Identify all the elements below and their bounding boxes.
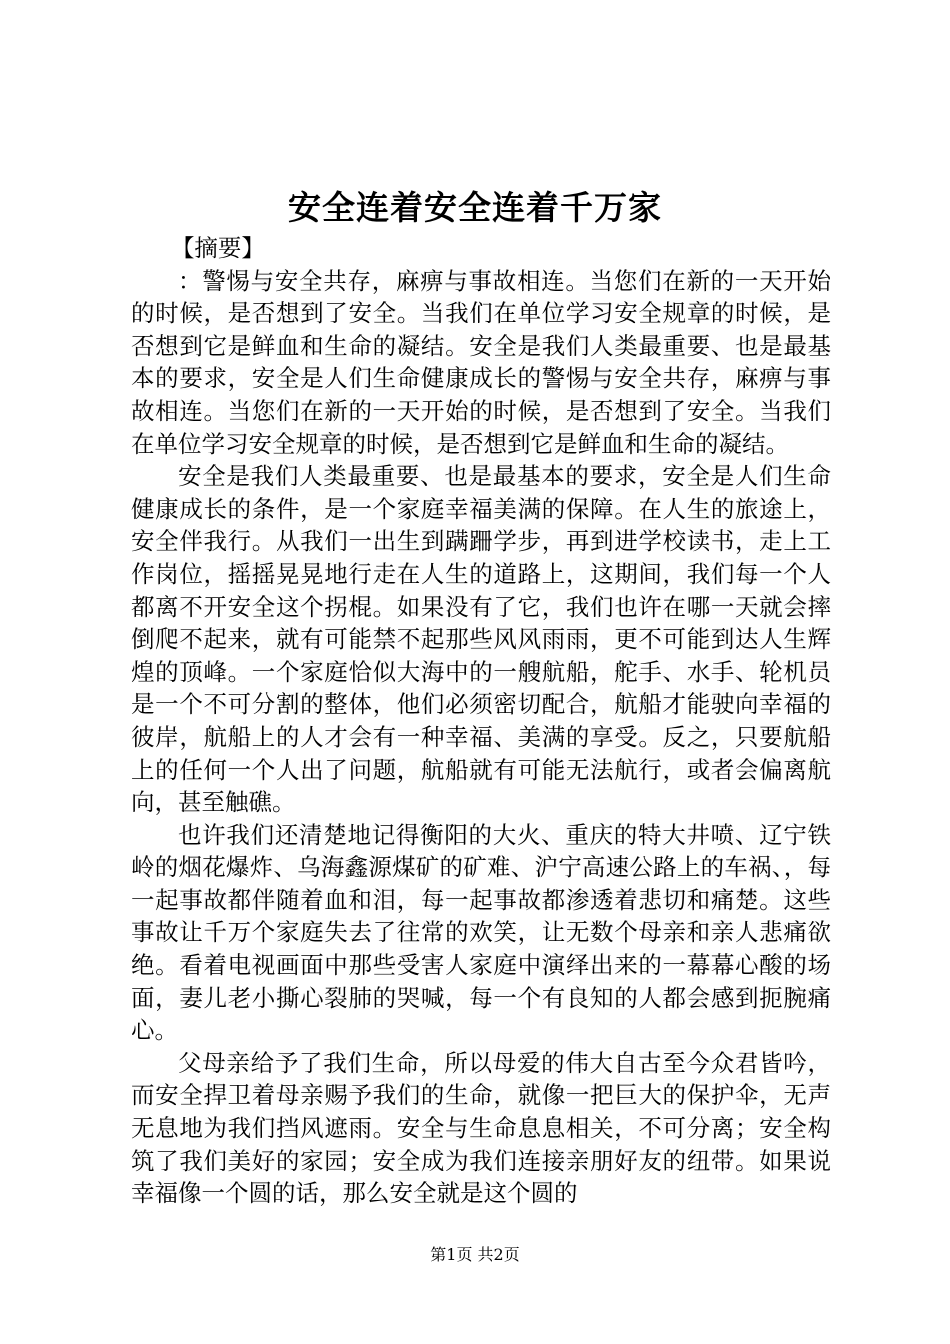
paragraph-parents: 父母亲给予了我们生命，所以母爱的伟大自古至今众君皆吟，而安全捍卫着母亲赐予我们的生命，就像一把巨大的保护伞，无声无息地为我们挡风遮雨。安全与生命息息相关，不可分离；安全构筑了我们美好的家园；安全成为我们连接亲朋好友的纽带。如果说幸福像一个圆的话，那么安全就是这个圆的 <box>131 1048 831 1208</box>
paragraph-accidents: 也许我们还清楚地记得衡阳的大火、重庆的特大井喷、辽宁铁岭的烟花爆炸、乌海鑫源煤矿的矿难、沪宁高速公路上的车祸、，每一起事故都伴随着血和泪，每一起事故都渗透着悲切和痛楚。这些事故让千万个家庭失去了往常的欢笑，让无数个母亲和亲人悲痛欲绝。看着电视画面中那些受害人家庭中演绎出来的一幕幕心酸的场面，妻儿老小撕心裂肺的哭喊，每一个有良知的人都会感到扼腕痛心。 <box>131 820 831 1045</box>
document-title: 安全连着安全连着千万家 <box>288 188 662 227</box>
page-footer: 第1页 共2页 <box>430 1245 520 1264</box>
paragraph-abstract: ：警惕与安全共存，麻痹与事故相连。当您们在新的一天开始的时候，是否想到了安全。当我们在单位学习安全规章的时候，是否想到它是鲜血和生命的凝结。安全是我们人类最重要、也是最基本的要求，安全是人们生命健康成长的警惕与安全共存，麻痹与事故相连。当您们在新的一天开始的时候，是否想到了安全。当我们在单位学习安全规章的时候，是否想到它是鲜血和生命的凝结。 <box>131 266 831 458</box>
paragraph-safety-importance: 安全是我们人类最重要、也是最基本的要求，安全是人们生命健康成长的条件，是一个家庭幸福美满的保障。在人生的旅途上，安全伴我行。从我们一出生到蹒跚学步，再到进学校读书，走上工作岗位，摇摇晃晃地行走在人生的道路上，这期间，我们每一个人都离不开安全这个拐棍。如果没有了它，我们也许在哪一天就会摔倒爬不起来，就有可能禁不起那些风风雨雨，更不可能到达人生辉煌的顶峰。一个家庭恰似大海中的一艘航船，舵手、水手、轮机员是一个不可分割的整体，他们必须密切配合，航船才能驶向幸福的彼岸，航船上的人才会有一种幸福、美满的享受。反之，只要航船上的任何一个人出了问题，航船就有可能无法航行，或者会偏离航向，甚至触礁。 <box>131 462 831 817</box>
document-body <box>131 232 831 1210</box>
abstract-label: 【摘要】 <box>170 234 265 262</box>
